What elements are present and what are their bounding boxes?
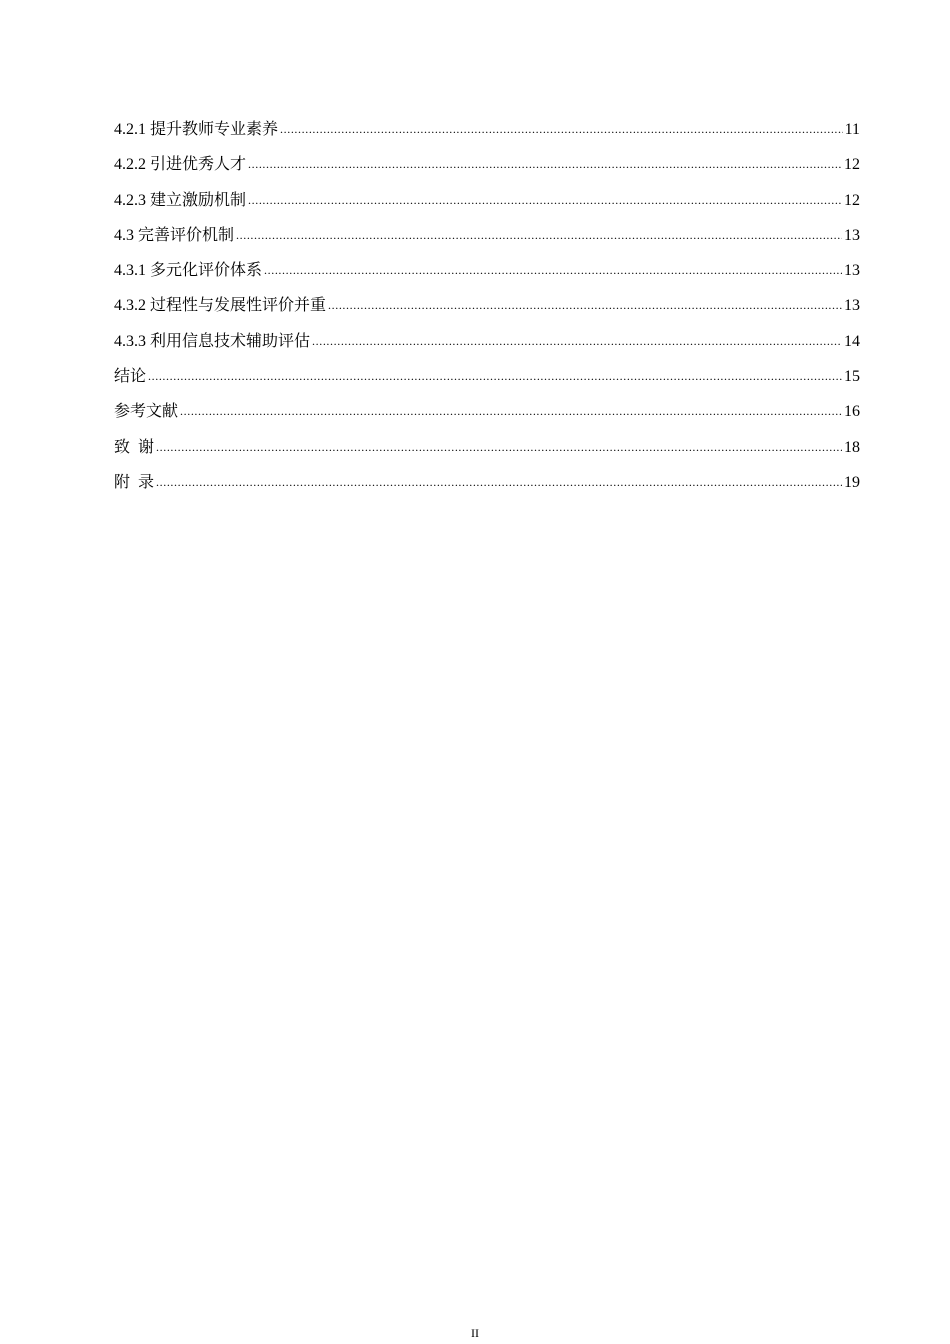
toc-dot-leader (328, 288, 842, 323)
table-of-contents (114, 112, 860, 500)
toc-entry-4-3-2[interactable] (114, 288, 860, 323)
toc-entry-page: 13 (844, 262, 860, 280)
toc-entry-label: 4.3.2 过程性与发展性评价并重 (114, 297, 327, 315)
toc-entry-label: 致 谢 (114, 438, 155, 456)
toc-entry-label: 4.2.2 引进优秀人才 (114, 156, 247, 174)
toc-entry-label: 4.3.3 利用信息技术辅助评估 (114, 332, 311, 350)
toc-entry-4-2-1[interactable] (114, 112, 860, 147)
toc-dot-leader (156, 465, 842, 500)
toc-entry-appendix[interactable] (114, 465, 860, 500)
toc-entry-page: 13 (844, 226, 860, 244)
toc-entry-page: 14 (844, 332, 860, 350)
toc-entry-4-3-1[interactable] (114, 253, 860, 288)
toc-entry-page: 15 (844, 368, 860, 386)
toc-dot-leader (236, 218, 842, 253)
toc-entry-label: 4.3 完善评价机制 (114, 226, 235, 244)
toc-entry-label: 4.2.1 提升教师专业素养 (114, 121, 279, 138)
toc-entry-label: 参考文献 (114, 403, 179, 421)
toc-entry-page: 19 (844, 473, 860, 491)
toc-dot-leader (180, 394, 842, 429)
toc-dot-leader (248, 147, 842, 182)
page-number-footer: II (471, 1326, 479, 1340)
toc-entry-label: 附 录 (114, 473, 155, 491)
toc-entry-4-2-2[interactable] (114, 147, 860, 182)
toc-entry-label: 4.3.1 多元化评价体系 (114, 262, 263, 280)
toc-entry-page: 12 (844, 156, 860, 174)
toc-dot-leader (312, 324, 842, 359)
toc-dot-leader (248, 183, 842, 218)
toc-entry-label: 结论 (114, 368, 147, 386)
toc-dot-leader (264, 253, 842, 288)
toc-entry-page: 18 (844, 438, 860, 456)
toc-entry-page: 11 (844, 121, 860, 138)
toc-entry-4-2-3[interactable] (114, 183, 860, 218)
toc-entry-4-3[interactable] (114, 218, 860, 253)
toc-entry-page: 12 (844, 191, 860, 209)
toc-entry-page: 16 (844, 403, 860, 421)
toc-entry-label: 4.2.3 建立激励机制 (114, 191, 247, 209)
toc-entry-references[interactable] (114, 394, 860, 429)
toc-dot-leader (280, 112, 843, 147)
toc-entry-4-3-3[interactable] (114, 324, 860, 359)
toc-entry-conclusion[interactable] (114, 359, 860, 394)
toc-dot-leader (156, 430, 842, 465)
toc-entry-page: 13 (844, 297, 860, 315)
toc-dot-leader (148, 359, 842, 394)
toc-entry-acknowledgements[interactable] (114, 430, 860, 465)
